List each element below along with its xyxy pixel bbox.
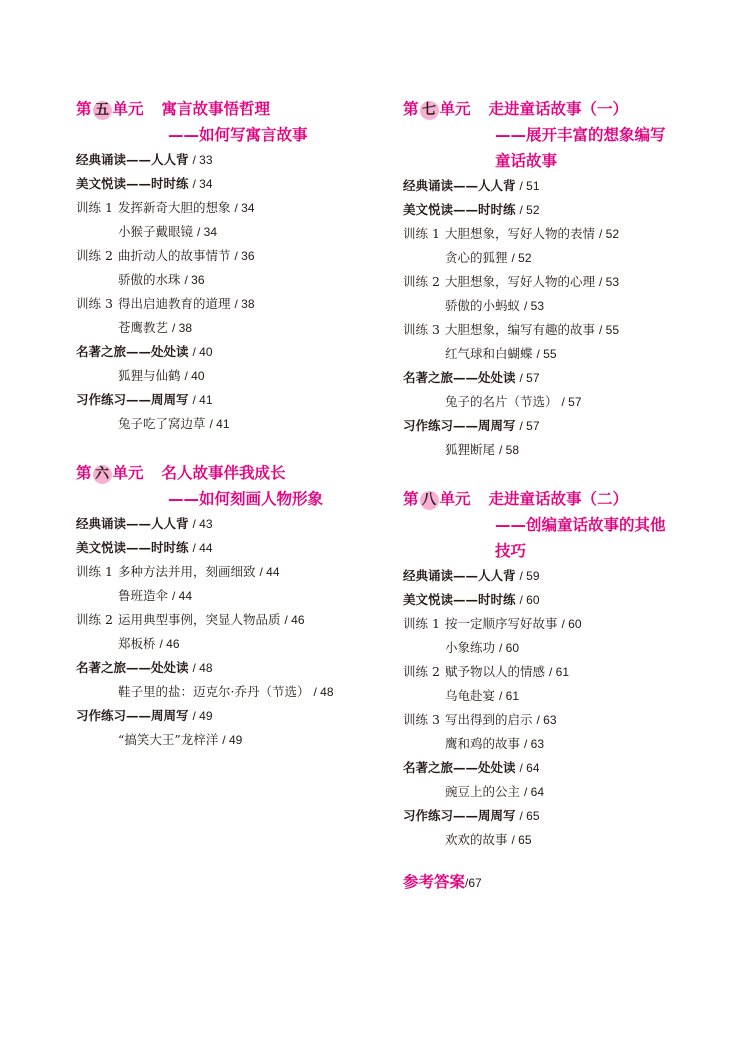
toc-entry[interactable] — [76, 584, 376, 608]
unit-heading — [76, 96, 376, 148]
page-number: / 33 — [192, 153, 213, 167]
unit-section — [403, 96, 703, 462]
page-number: / 38 — [234, 297, 255, 311]
toc-entry[interactable] — [76, 656, 376, 680]
entry-label: 名著之旅——处处读 — [76, 344, 189, 359]
unit-suffix: 单元 — [439, 490, 471, 508]
page-number: / 64 — [519, 761, 540, 775]
answer-key-page: /67 — [465, 876, 482, 890]
page-number: / 34 — [234, 201, 255, 215]
toc-entry[interactable] — [403, 414, 703, 438]
page-number: / 40 — [184, 369, 205, 383]
unit-subtitle: 技巧 — [495, 542, 527, 560]
unit-heading — [76, 460, 376, 512]
unit-number-badge: 六 — [93, 465, 112, 484]
entry-label: 美文悦读——时时练 — [76, 176, 189, 191]
unit-subtitle: 童话故事 — [495, 152, 558, 170]
entry-label: 兔子吃了窝边草 — [118, 416, 206, 431]
toc-entry[interactable] — [403, 612, 703, 636]
entry-label: 鹰和鸡的故事 — [445, 736, 521, 751]
toc-entry[interactable] — [76, 704, 376, 728]
training-number: 训练 3 — [76, 296, 113, 311]
unit-prefix: 第 — [76, 464, 92, 482]
toc-right-column — [403, 96, 703, 892]
entry-label: 名著之旅——处处读 — [76, 660, 189, 675]
toc-entry[interactable] — [403, 732, 703, 756]
unit-prefix: 第 — [403, 100, 419, 118]
page-number: / 44 — [172, 589, 193, 603]
toc-entry[interactable] — [403, 780, 703, 804]
page-number: / 51 — [519, 179, 540, 193]
page-number: / 49 — [192, 709, 213, 723]
entry-label: 美文悦读——时时练 — [403, 592, 516, 607]
page-number: / 40 — [192, 345, 213, 359]
toc-entry[interactable] — [403, 174, 703, 198]
entry-label: “搞笑大王”龙梓洋 — [118, 732, 219, 747]
toc-entry[interactable] — [403, 588, 703, 612]
toc-entry[interactable] — [403, 660, 703, 684]
toc-entry[interactable] — [403, 222, 703, 246]
toc-entry[interactable] — [76, 148, 376, 172]
training-number: 训练 1 — [403, 616, 440, 631]
page-number: / 52 — [511, 251, 532, 265]
entry-label: 苍鹰教艺 — [118, 320, 169, 335]
entry-label: 经典诵读——人人背 — [76, 152, 189, 167]
toc-entry[interactable] — [76, 364, 376, 388]
unit-title: 名人故事伴我成长 — [161, 464, 286, 482]
page-number: / 49 — [222, 733, 243, 747]
entry-label: 经典诵读——人人背 — [403, 568, 516, 583]
toc-entry[interactable] — [403, 270, 703, 294]
toc-entry[interactable] — [403, 708, 703, 732]
page-number: / 44 — [192, 541, 213, 555]
toc-entry[interactable] — [403, 756, 703, 780]
toc-entry[interactable] — [76, 512, 376, 536]
toc-entry[interactable] — [76, 340, 376, 364]
page-number: / 52 — [519, 203, 540, 217]
entry-label: 按一定顺序写好故事 — [445, 616, 558, 631]
page-number: / 36 — [184, 273, 205, 287]
entry-label: 小象练功 — [445, 640, 496, 655]
toc-entry[interactable] — [76, 560, 376, 584]
page-number: / 55 — [599, 323, 620, 337]
page-number: / 46 — [284, 613, 305, 627]
entry-label: 习作练习——周周写 — [76, 392, 189, 407]
page-number: / 34 — [192, 177, 213, 191]
toc-entry[interactable] — [403, 564, 703, 588]
toc-entry[interactable] — [403, 438, 703, 462]
entry-label: 豌豆上的公主 — [445, 784, 521, 799]
toc-entry[interactable] — [403, 828, 703, 852]
page-number: / 63 — [536, 713, 557, 727]
training-number: 训练 1 — [76, 564, 113, 579]
toc-entry[interactable] — [76, 292, 376, 316]
page-number: / 61 — [499, 689, 520, 703]
entry-label: 红气球和白蝴蝶 — [445, 346, 533, 361]
entry-label: 习作练习——周周写 — [76, 708, 189, 723]
unit-section — [76, 460, 376, 752]
page-number: / 65 — [511, 833, 532, 847]
entry-label: 经典诵读——人人背 — [403, 178, 516, 193]
page-number: / 48 — [192, 661, 213, 675]
toc-entry[interactable] — [403, 684, 703, 708]
toc-entry[interactable] — [403, 804, 703, 828]
unit-suffix: 单元 — [439, 100, 471, 118]
page-number: / 48 — [313, 685, 334, 699]
unit-title: 走进童话故事（一） — [488, 100, 629, 118]
entry-label: 发挥新奇大胆的想象 — [118, 200, 231, 215]
training-number: 训练 3 — [403, 322, 440, 337]
unit-suffix: 单元 — [112, 464, 144, 482]
page-number: / 60 — [499, 641, 520, 655]
entry-label: 骄傲的小蚂蚁 — [445, 298, 521, 313]
entry-label: 写出得到的启示 — [445, 712, 533, 727]
entry-label: 美文悦读——时时练 — [76, 540, 189, 555]
unit-title: 走进童话故事（二） — [488, 490, 629, 508]
toc-entry[interactable] — [403, 390, 703, 414]
training-number: 训练 2 — [403, 664, 440, 679]
page-number: / 60 — [561, 617, 582, 631]
entry-label: 贪心的狐狸 — [445, 250, 508, 265]
page-number: / 38 — [172, 321, 193, 335]
unit-section — [403, 486, 703, 852]
training-number: 训练 1 — [76, 200, 113, 215]
page-number: / 53 — [524, 299, 545, 313]
training-number: 训练 2 — [76, 248, 113, 263]
entry-label: 兔子的名片（节选） — [445, 394, 558, 409]
page-number: / 41 — [192, 393, 213, 407]
entry-label: 习作练习——周周写 — [403, 418, 516, 433]
entry-label: 赋予物以人的情感 — [445, 664, 546, 679]
entry-label: 名著之旅——处处读 — [403, 370, 516, 385]
page-number: / 55 — [536, 347, 557, 361]
unit-number-badge: 五 — [93, 101, 112, 120]
entry-label: 大胆想象，编写有趣的故事 — [445, 322, 596, 337]
unit-heading — [403, 486, 703, 564]
unit-subtitle: ——如何刻画人物形象 — [168, 490, 324, 508]
toc-entry[interactable] — [76, 244, 376, 268]
toc-entry[interactable] — [76, 680, 376, 704]
toc-entry[interactable] — [76, 536, 376, 560]
toc-entry[interactable] — [76, 316, 376, 340]
training-number: 训练 3 — [403, 712, 440, 727]
toc-entry[interactable] — [403, 342, 703, 366]
page-number: / 60 — [519, 593, 540, 607]
page-number: / 57 — [519, 419, 540, 433]
toc-entry[interactable] — [403, 198, 703, 222]
unit-prefix: 第 — [76, 100, 92, 118]
page-number: / 53 — [599, 275, 620, 289]
entry-label: 郑板桥 — [118, 636, 156, 651]
toc-entry[interactable] — [76, 728, 376, 752]
entry-label: 大胆想象，写好人物的心理 — [445, 274, 596, 289]
toc-entry[interactable] — [76, 632, 376, 656]
page-number: / 65 — [519, 809, 540, 823]
entry-label: 美文悦读——时时练 — [403, 202, 516, 217]
unit-suffix: 单元 — [112, 100, 144, 118]
entry-label: 多种方法并用，刻画细致 — [118, 564, 256, 579]
unit-section — [76, 96, 376, 436]
entry-label: 鞋子里的盐：迈克尔·乔丹（节选） — [118, 684, 310, 699]
unit-title: 寓言故事悟哲理 — [161, 100, 271, 118]
unit-number-badge: 八 — [420, 491, 439, 510]
entry-label: 乌龟赴宴 — [445, 688, 496, 703]
toc-entry[interactable] — [403, 366, 703, 390]
page-number: / 43 — [192, 517, 213, 531]
toc-entry[interactable] — [403, 246, 703, 270]
toc-entry[interactable] — [76, 268, 376, 292]
entry-label: 得出启迪教育的道理 — [118, 296, 231, 311]
entry-label: 曲折动人的故事情节 — [118, 248, 231, 263]
toc-entry[interactable] — [76, 608, 376, 632]
unit-heading — [403, 96, 703, 174]
entry-label: 欢欢的故事 — [445, 832, 508, 847]
entry-label: 习作练习——周周写 — [403, 808, 516, 823]
toc-entry[interactable] — [403, 294, 703, 318]
unit-prefix: 第 — [403, 490, 419, 508]
page-number: / 44 — [259, 565, 280, 579]
entry-label: 经典诵读——人人背 — [76, 516, 189, 531]
toc-entry[interactable] — [76, 388, 376, 412]
page-number: / 46 — [159, 637, 180, 651]
toc-entry[interactable] — [76, 220, 376, 244]
unit-subtitle: ——创编童话故事的其他 — [495, 516, 666, 534]
page-number: / 52 — [599, 227, 620, 241]
unit-subtitle: ——如何写寓言故事 — [168, 126, 308, 144]
answer-key-entry[interactable] — [403, 870, 703, 892]
toc-entry[interactable] — [76, 196, 376, 220]
page-number: / 36 — [234, 249, 255, 263]
entry-label: 鲁班造伞 — [118, 588, 169, 603]
toc-entry[interactable] — [76, 412, 376, 436]
toc-entry[interactable] — [403, 318, 703, 342]
toc-left-column — [76, 96, 376, 758]
entry-label: 小猴子戴眼镜 — [118, 224, 194, 239]
page-number: / 63 — [524, 737, 545, 751]
entry-label: 名著之旅——处处读 — [403, 760, 516, 775]
training-number: 训练 2 — [76, 612, 113, 627]
page-number: / 34 — [197, 225, 218, 239]
training-number: 训练 1 — [403, 226, 440, 241]
entry-label: 骄傲的水珠 — [118, 272, 181, 287]
answer-key-label: 参考答案 — [403, 873, 466, 891]
entry-label: 大胆想象，写好人物的表情 — [445, 226, 596, 241]
page-number: / 41 — [209, 417, 230, 431]
unit-subtitle: ——展开丰富的想象编写 — [495, 126, 666, 144]
page-number: / 59 — [519, 569, 540, 583]
entry-label: 狐狸与仙鹤 — [118, 368, 181, 383]
page-number: / 57 — [561, 395, 582, 409]
page-number: / 57 — [519, 371, 540, 385]
unit-number-badge: 七 — [420, 101, 439, 120]
page-number: / 58 — [499, 443, 520, 457]
page-number: / 64 — [524, 785, 545, 799]
entry-label: 运用典型事例，突显人物品质 — [118, 612, 281, 627]
entry-label: 狐狸断尾 — [445, 442, 496, 457]
toc-entry[interactable] — [76, 172, 376, 196]
training-number: 训练 2 — [403, 274, 440, 289]
page-number: / 61 — [549, 665, 570, 679]
toc-entry[interactable] — [403, 636, 703, 660]
